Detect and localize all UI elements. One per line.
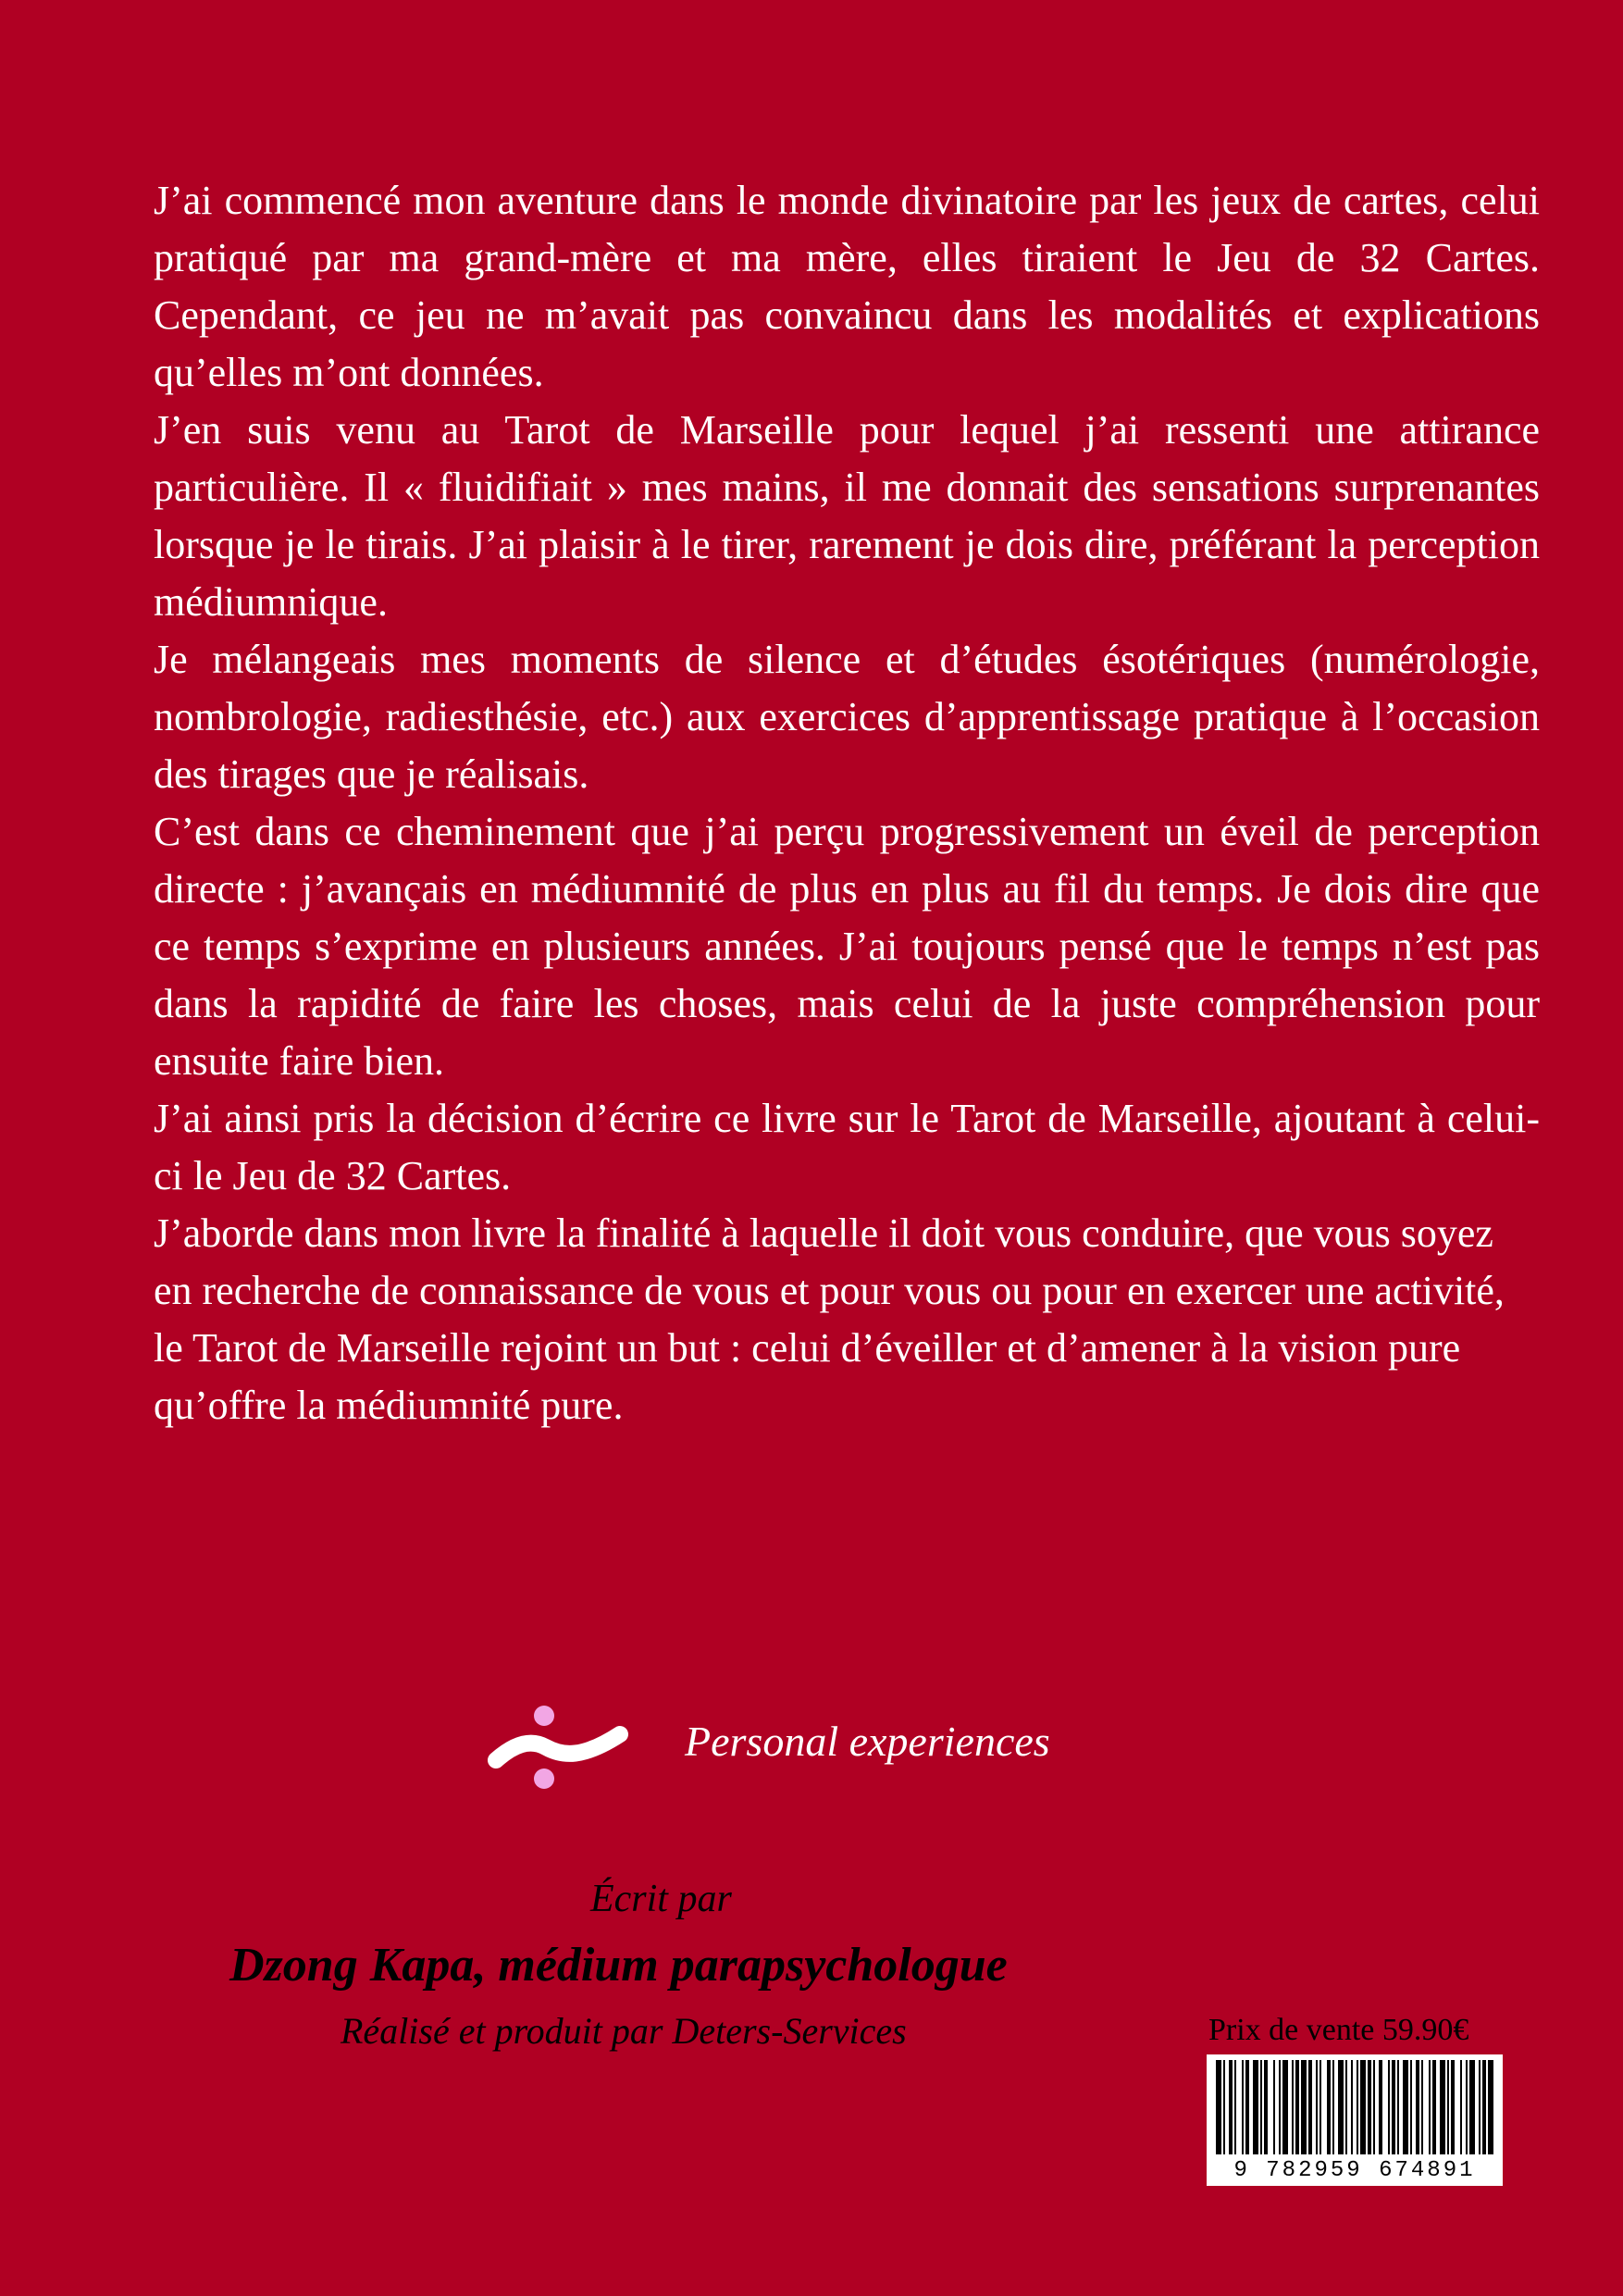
paragraph-2: J’en suis venu au Tarot de Marseille pour lequel j’ai ressenti une attirance particulière. Il « fluidifiait » mes mains, il me donnait des sensations surprenantes lorsque je le tirais. J’ai plaisir à le tirer, rarement je dois dire, préférant la perception médiumnique. xyxy=(154,407,1540,625)
barcode xyxy=(1207,2054,1503,2186)
collection-name: Personal experiences xyxy=(685,1718,1050,1765)
producer-credit: Réalisé et produit par Deters-Services xyxy=(341,2010,907,2052)
written-by-label: Écrit par xyxy=(590,1878,732,1920)
author-name: Dzong Kapa, médium parapsychologue xyxy=(229,1939,1008,1992)
price-label: Prix de vente 59.90€ xyxy=(1208,2013,1469,2047)
paragraph-1: J’ai commencé mon aventure dans le monde divinatoire par les jeux de cartes, celui pratiqué par ma grand-mère et ma mère, elles tiraient le Jeu de 32 Cartes. Cependant, ce jeu ne m’avait pas convaincu dans les modalités et explications qu’elles m’ont données. xyxy=(154,178,1540,395)
wave-dots-logo-icon xyxy=(485,1703,631,1792)
body-text xyxy=(154,172,1540,1434)
paragraph-3: Je mélangeais mes moments de silence et d’études ésotériques (numérologie, nombrologie, radiesthésie, etc.) aux exercices d’apprentissage pratique à l’occasion des tirages que je réalisais. xyxy=(154,637,1540,797)
paragraph-4: C’est dans ce cheminement que j’ai perçu progressivement un éveil de perception directe : j’avançais en médiumnité de plus en plus au fil du temps. Je dois dire que ce temps s’exprime en plusieurs années. J’ai toujours pensé que le temps n’est pas dans la rapidité de faire les choses, mais celui de la juste compréhension pour ensuite faire bien. xyxy=(154,809,1540,1084)
paragraph-5: J’ai ainsi pris la décision d’écrire ce livre sur le Tarot de Marseille, ajoutant à celui-ci le Jeu de 32 Cartes. xyxy=(154,1096,1540,1198)
paragraph-6: J’aborde dans mon livre la finalité à laquelle il doit vous conduire, que vous soyez en recherche de connaissance de vous et pour vous ou pour en exercer une activité, le Tarot de Marseille rejoint un but : celui d’éveiller et d’amener à la vision pure qu’offre la médiumnité pure. xyxy=(154,1210,1505,1428)
barcode-digits: 9 782959 674891 xyxy=(1233,2158,1476,2183)
